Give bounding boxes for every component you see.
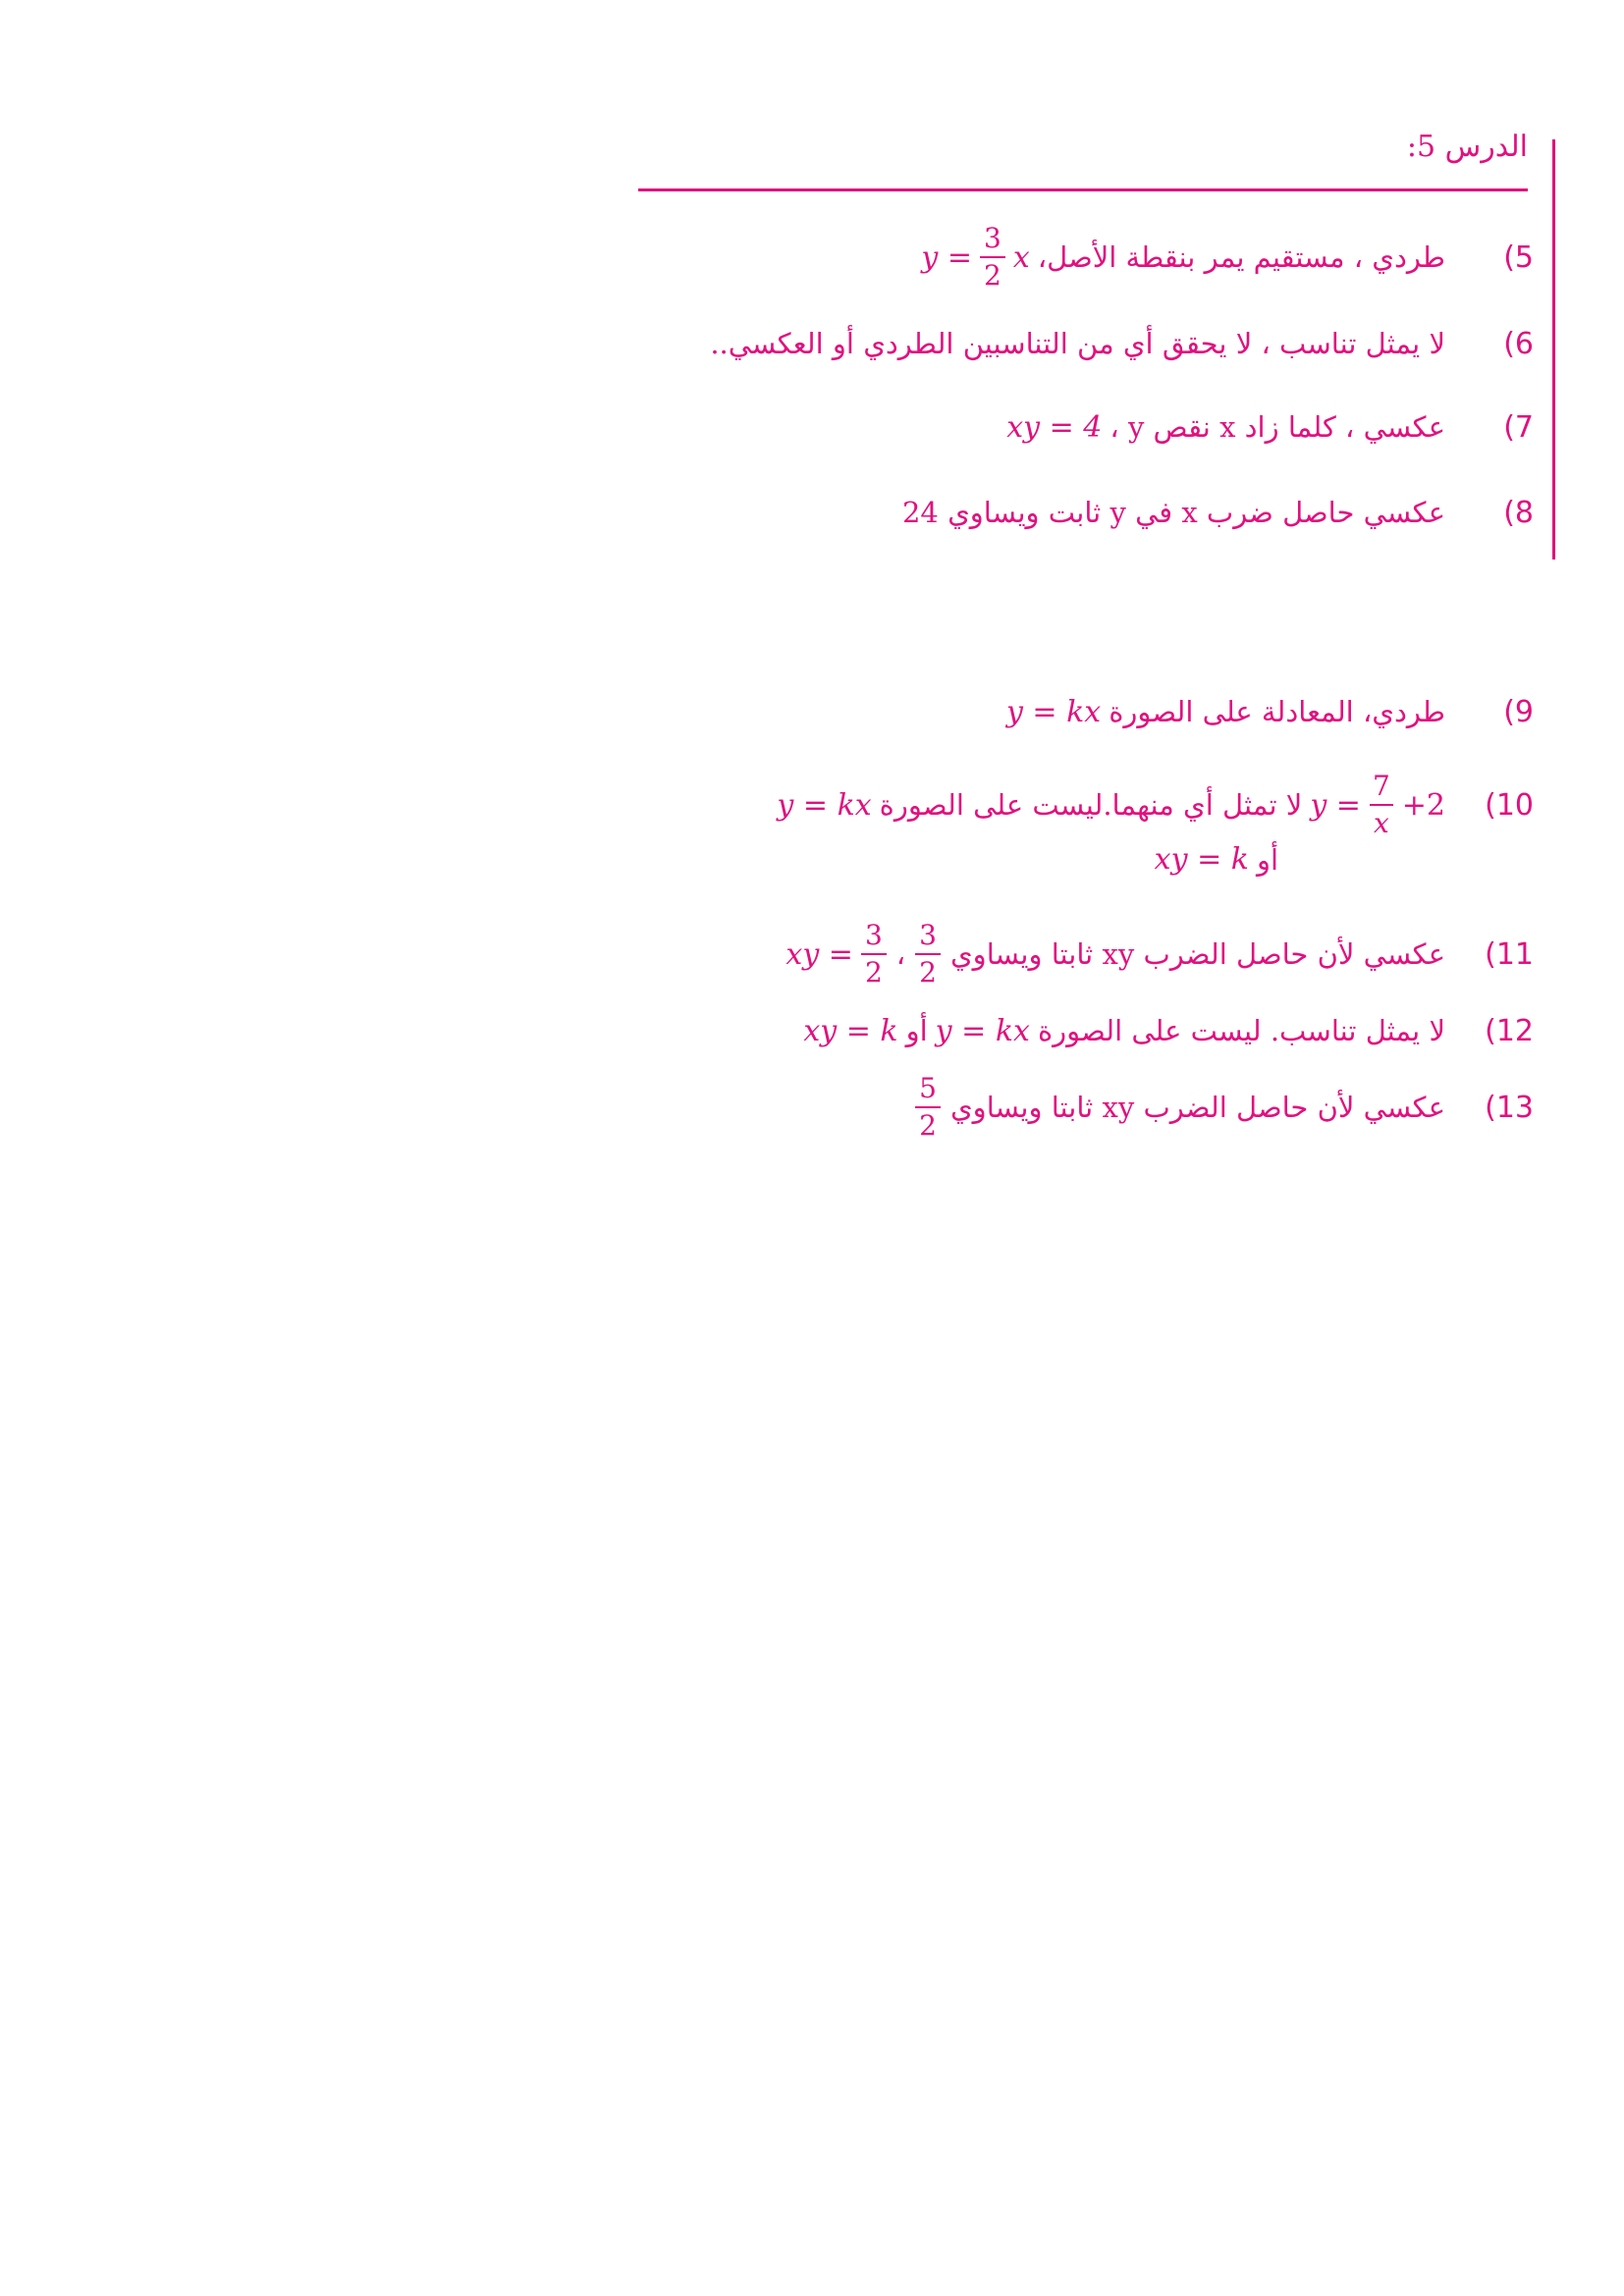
answer-item-12 (650, 1001, 1534, 1060)
eq-lhs: xy = (785, 936, 853, 972)
item-text: طردي ، مستقيم يمر بنقطة الأصل، (1037, 240, 1445, 274)
equation-2: y = kx (777, 787, 872, 823)
item-number: 8) (1503, 495, 1534, 530)
item-text: لا يمثل تناسب ، لا يحقق أي من التناسبين الطردي أو العكسي.. (710, 327, 1445, 360)
equation-3: xy = k (1154, 842, 1249, 877)
item-text: عكسي لأن حاصل الضرب xy ثابتا ويساوي (949, 1091, 1445, 1124)
answer-item-6 (650, 314, 1534, 373)
item-number: 9) (1503, 694, 1534, 729)
denominator: 2 (915, 1106, 941, 1140)
equation: y = kx (935, 1013, 1030, 1048)
item-text: لا تمثل أي منهما.ليست على الصورة (879, 788, 1303, 822)
item-number: 6) (1503, 326, 1534, 361)
equation: xy = 4 (1006, 409, 1103, 445)
or-word: أو (905, 1014, 928, 1047)
answer-item-8 (650, 483, 1534, 542)
heading-underline (638, 188, 1528, 191)
item-text: عكسي لأن حاصل الضرب xy ثابتا ويساوي (949, 937, 1445, 971)
item-text: طردي، المعادلة على الصورة (1109, 695, 1445, 728)
eq-lhs: y = (921, 240, 973, 275)
equation (1310, 770, 1445, 839)
item-number: 10) (1485, 787, 1534, 823)
denominator: 2 (861, 953, 887, 987)
item-number: 5) (1503, 240, 1534, 275)
eq-rhs: x (1012, 240, 1030, 275)
fraction (1369, 770, 1394, 839)
numerator: 5 (919, 1072, 937, 1104)
margin-rule (1552, 139, 1555, 560)
fraction (980, 222, 1005, 292)
numerator: 3 (919, 919, 937, 951)
answer-item-10 (650, 770, 1534, 839)
denominator: 2 (980, 256, 1005, 290)
answer-item-11 (650, 919, 1534, 988)
denominator: x (1370, 804, 1393, 837)
item-text: لا يمثل تناسب. ليست على الصورة (1037, 1014, 1445, 1047)
answer-item-13 (650, 1072, 1534, 1142)
answer-item-5 (650, 222, 1534, 292)
item-number: 12) (1485, 1013, 1534, 1048)
separator: ، (895, 937, 906, 971)
or-word: أو (1256, 842, 1278, 877)
fraction (915, 1072, 941, 1142)
answer-item-7 (650, 398, 1534, 456)
fraction-2 (861, 919, 887, 988)
numerator: 7 (1372, 770, 1390, 802)
equation: y = kx (1005, 694, 1102, 729)
eq-lhs: y = (1310, 787, 1361, 823)
item-number: 13) (1485, 1090, 1534, 1125)
item-text: عكسي حاصل ضرب x في y ثابت ويساوي 24 (901, 496, 1445, 529)
answer-item-9 (650, 682, 1534, 741)
lesson-heading: الدرس 5: (1406, 130, 1528, 164)
numerator: 3 (864, 919, 883, 951)
equation (785, 919, 888, 988)
answer-item-10-continuation (1155, 842, 1278, 877)
numerator: 3 (984, 222, 1001, 254)
equation (921, 222, 1030, 292)
item-number: 11) (1485, 936, 1534, 972)
item-text: عكسي ، كلما زاد x نقص y ، (1110, 410, 1445, 444)
eq-rhs: +2 (1401, 787, 1445, 823)
equation-2: xy = k (803, 1013, 898, 1048)
fraction (915, 919, 941, 988)
denominator: 2 (915, 953, 941, 987)
item-number: 7) (1503, 409, 1534, 445)
